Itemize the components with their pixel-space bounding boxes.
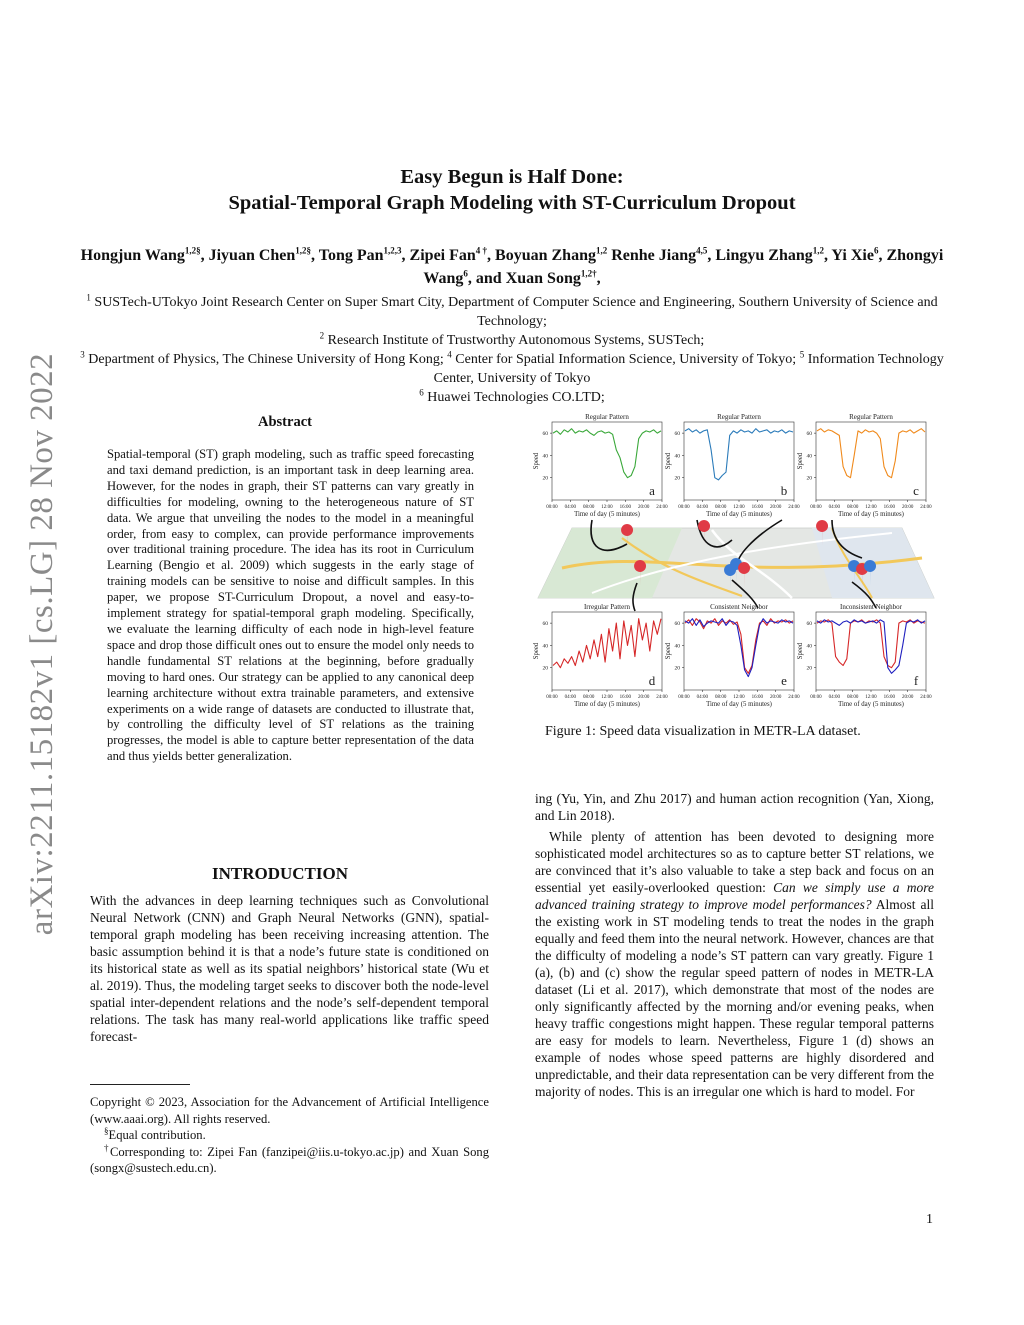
affiliations	[80, 293, 944, 407]
author: Tong Pan$^{1,2,3}$	[318, 245, 402, 264]
x-tick-label: 04:00	[564, 695, 577, 700]
paper-title-line1: Easy Begun is Half Done:	[400, 166, 624, 188]
x-tick-label: 24:00	[920, 505, 932, 510]
x-tick-label: 24:00	[920, 695, 932, 700]
x-axis-label: Time of day (5 minutes)	[706, 511, 772, 518]
x-tick-label: 12:00	[601, 695, 613, 700]
x-tick-label: 00:00	[678, 695, 690, 700]
y-axis-label: Speed	[533, 452, 540, 470]
y-tick-label: 20	[542, 665, 548, 672]
x-tick-label: 12:00	[733, 695, 745, 700]
x-tick-label: 04:00	[696, 505, 709, 510]
plot-frame	[552, 422, 662, 500]
chart-title: Inconsistent Neighbor	[839, 603, 903, 611]
y-tick-label: 40	[674, 643, 680, 650]
panel-label: c	[913, 483, 919, 498]
x-axis-label: Time of day (5 minutes)	[706, 701, 772, 708]
y-tick-label: 20	[674, 665, 680, 672]
plot-frame	[816, 422, 926, 500]
x-tick-label: 12:00	[601, 505, 613, 510]
y-tick-label: 20	[806, 475, 812, 482]
x-tick-label: 12:00	[733, 505, 745, 510]
chart-title: Consistent Neighbor	[710, 603, 768, 611]
x-tick-label: 20:00	[769, 695, 782, 700]
page-number: 1	[926, 1212, 933, 1227]
chart-panel-c	[797, 413, 932, 518]
author: Zipei Fan$^{4 \dagger}$	[409, 245, 488, 264]
x-tick-label: 00:00	[678, 505, 690, 510]
x-tick-label: 20:00	[637, 695, 650, 700]
y-tick-label: 20	[806, 665, 812, 672]
x-axis-label: Time of day (5 minutes)	[574, 701, 640, 708]
author-list: Hongjun Wang$^{1,2\S}$, Jiyuan Chen$^{1,2\S}$, Tong Pan$^{1,2,3}$, Zipei Fan$^{4 \dagger}$, Boyuan Zhang$^{1,2}$ Renhe Jiang$^{4,5}$, Lingyu Zhang$^{1,2}$, Yi Xie$^6$, Zhongyi Wang$^6$, and Xuan Song$^{1,2\dagger}$,	[80, 245, 944, 287]
y-tick-label: 40	[542, 453, 548, 460]
y-axis-label: Speed	[533, 642, 540, 660]
chart-panel-e	[665, 603, 800, 708]
footnote-equal: §Equal contribution.	[104, 1125, 206, 1142]
x-axis-label: Time of day (5 minutes)	[838, 511, 904, 518]
author: Boyuan Zhang$^{1,2}$	[495, 245, 608, 264]
author: Jiyuan Chen$^{1,2\S}$	[208, 245, 312, 264]
abstract-heading: Abstract	[258, 414, 312, 430]
x-tick-label: 08:00	[582, 695, 595, 700]
footnote-corresponding: †Corresponding to: Zipei Fan (fanzipei@iis.u-tokyo.ac.jp) and Xuan Song (songx@sustech.edu.cn).	[90, 1142, 489, 1175]
affiliation: $^1$ SUSTech-UTokyo Joint Research Center on Super Smart City, Department of Computer Science and Engineering, Southern University of Science and Technology;	[86, 292, 938, 329]
x-tick-label: 04:00	[564, 505, 577, 510]
y-axis-label: Speed	[797, 452, 804, 470]
affiliation: $^6$ Huawei Technologies CO.LTD;	[419, 387, 605, 405]
x-tick-label: 16:00	[883, 695, 896, 700]
x-tick-label: 20:00	[901, 695, 914, 700]
y-tick-label: 40	[806, 643, 812, 650]
x-tick-label: 00:00	[810, 505, 822, 510]
y-tick-label: 60	[674, 621, 680, 628]
x-tick-label: 16:00	[883, 505, 896, 510]
x-tick-label: 04:00	[696, 695, 709, 700]
x-tick-label: 08:00	[582, 505, 595, 510]
y-tick-label: 20	[674, 475, 680, 482]
chart-panel-f	[797, 603, 932, 708]
intro-paragraph-2: While plenty of attention has been devoted to designing more sophisticated model architectures so as to capture better ST relations, we are convinced that it’s also valuable to take a step back and focus on an essential yet easily-overlooked question: Can we simply use a more advanced training strategy to improve model performances? Almost all the existing work in ST modeling tends to treat the nodes in the graph equally and feed them into the neural network. However, chances are that the difficulty of modeling a node’s ST pattern can vary greatly. Figure 1 (a), (b) and (c) show the regular speed pattern of nodes in METR-LA dataset (Li et al. 2017), which demonstrate that most of the nodes are only significantly affected by the morning and/or evening peaks, when heavy traffic congestions might happen. These regular temporal patterns are easy for models to learn. Nevertheless, Figure 1 (d) shows an example of nodes whose speed patterns are highly disordered and unpredictable, and their data representation can be very different from the majority of nodes. This is an irregular one which is hard to model. For	[535, 829, 934, 1099]
y-tick-label: 60	[674, 431, 680, 438]
y-axis-label: Speed	[797, 642, 804, 660]
x-tick-label: 16:00	[751, 695, 764, 700]
author: Lingyu Zhang$^{1,2}$	[715, 245, 825, 264]
y-tick-label: 60	[806, 431, 812, 438]
x-tick-label: 24:00	[788, 695, 800, 700]
x-tick-label: 04:00	[828, 505, 841, 510]
y-tick-label: 40	[674, 453, 680, 460]
author: Renhe Jiang$^{4,5}$	[611, 245, 708, 264]
paper-title-line2: Spatial-Temporal Graph Modeling with ST-Curriculum Dropout	[228, 192, 796, 214]
x-tick-label: 20:00	[637, 505, 650, 510]
author: Hongjun Wang$^{1,2\S}$	[80, 245, 201, 264]
footnote-rule	[90, 1084, 190, 1085]
affiliation: $^3$ Department of Physics, The Chinese University of Hong Kong; $^4$ Center for Spatial Information Science, University of Tokyo; $^5$ Information Technology Center, University of Tokyo	[80, 349, 944, 386]
y-tick-label: 40	[542, 643, 548, 650]
y-axis-label: Speed	[665, 452, 672, 470]
panel-label: f	[913, 673, 919, 688]
chart-title: Regular Pattern	[585, 413, 629, 421]
x-tick-label: 12:00	[865, 695, 877, 700]
panel-label: b	[780, 483, 788, 498]
y-axis-label: Speed	[665, 642, 672, 660]
chart-title: Irregular Pattern	[583, 603, 631, 611]
x-tick-label: 20:00	[769, 505, 782, 510]
map-illustration	[538, 520, 934, 611]
author: and Xuan Song$^{1,2\dagger}$	[475, 268, 597, 287]
x-tick-label: 24:00	[788, 505, 800, 510]
x-tick-label: 24:00	[656, 505, 668, 510]
affiliation: $^2$ Research Institute of Trustworthy Autonomous Systems, SUSTech;	[319, 330, 705, 348]
figure-1	[532, 408, 938, 713]
chart-panel-a	[533, 413, 668, 518]
x-tick-label: 08:00	[714, 505, 727, 510]
abstract-text: Spatial-temporal (ST) graph modeling, such as traffic speed forecasting and taxi demand prediction, is an important task in deep learning area. However, for the nodes in graph, their ST patterns can vary greatly in difficulties for modeling, owning to the heterogeneous nature of ST data. We argue that unveiling the nodes to the model in a meaningful order, from easy to complex, can provide performance improvements over traditional training procedure. The idea has its root in Curriculum Learning (Bengio et al. 2009) which suggests in the early stage of training models can be sensitive to noise and difficult samples. In this paper, we propose ST-Curriculum Dropout, a novel and easy-to-implement strategy for spatial-temporal graph modeling. Specifically, we evaluate the learning difficulty of each node in high-level feature space and drop those difficult ones out to ensure the model only needs to handle fundamental ST relations at the beginning, before gradually moving to hard ones. Our strategy can be applied to any canonical deep learning architecture without extra trainable parameters, and extensive experiments on a wide range of datasets are conducted to illustrate that, by controlling the difficulty level of ST relations as the training progresses, the model is able to capture better representation of the data and thus yields better generalization.	[107, 447, 474, 764]
footnote-copyright: Copyright © 2023, Association for the Advancement of Artificial Intelligence (www.aaai.org). All rights reserved.	[90, 1095, 489, 1126]
x-tick-label: 12:00	[865, 505, 877, 510]
x-tick-label: 24:00	[656, 695, 668, 700]
panel-label: a	[649, 483, 655, 498]
author: Yi Xie$^6$	[831, 245, 879, 264]
figure-caption: Figure 1: Speed data visualization in METR-LA dataset.	[545, 724, 861, 739]
x-tick-label: 08:00	[714, 695, 727, 700]
x-tick-label: 08:00	[846, 505, 859, 510]
y-tick-label: 60	[542, 621, 548, 628]
chart-panel-d	[533, 603, 668, 708]
x-axis-label: Time of day (5 minutes)	[838, 701, 904, 708]
x-tick-label: 04:00	[828, 695, 841, 700]
chart-panel-b	[665, 413, 800, 518]
chart-title: Regular Pattern	[717, 413, 761, 421]
x-tick-label: 00:00	[546, 695, 558, 700]
x-tick-label: 16:00	[619, 695, 632, 700]
x-axis-label: Time of day (5 minutes)	[574, 511, 640, 518]
x-tick-label: 16:00	[751, 505, 764, 510]
author: Zhongyi Wang$^6$	[423, 247, 944, 287]
x-tick-label: 00:00	[546, 505, 558, 510]
intro-paragraph: With the advances in deep learning techniques such as Convolutional Neural Network (CNN) and Graph Neural Networks (GNN), spatial-temporal graph modeling has been receiving increasing attention. The basic assumption behind it is that a node’s future state is conditioned on its historical state as well as its spatial neighbors’ historical state (Wu et al. 2019). Thus, the modeling target seeks to discover both the node-level spatial inter-dependent relations and the node’s self-dependent temporal relations. The task has many real-world applications like traffic speed forecast-	[90, 893, 489, 1044]
x-tick-label: 16:00	[619, 505, 632, 510]
y-tick-label: 20	[542, 475, 548, 482]
x-tick-label: 20:00	[901, 505, 914, 510]
x-tick-label: 00:00	[810, 695, 822, 700]
panel-label: e	[781, 673, 787, 688]
x-tick-label: 08:00	[846, 695, 859, 700]
y-tick-label: 40	[806, 453, 812, 460]
chart-title: Regular Pattern	[849, 413, 893, 421]
intro-continuation: ing (Yu, Yin, and Zhu 2017) and human action recognition (Yan, Xiong, and Lin 2018).	[535, 791, 934, 823]
plot-frame	[684, 422, 794, 500]
intro-heading: INTRODUCTION	[212, 864, 349, 883]
panel-label: d	[648, 673, 656, 688]
y-tick-label: 60	[806, 621, 812, 628]
arxiv-stamp: arXiv:2211.15182v1 [cs.LG] 28 Nov 2022	[24, 352, 60, 936]
y-tick-label: 60	[542, 431, 548, 438]
footnotes	[90, 1094, 489, 1177]
